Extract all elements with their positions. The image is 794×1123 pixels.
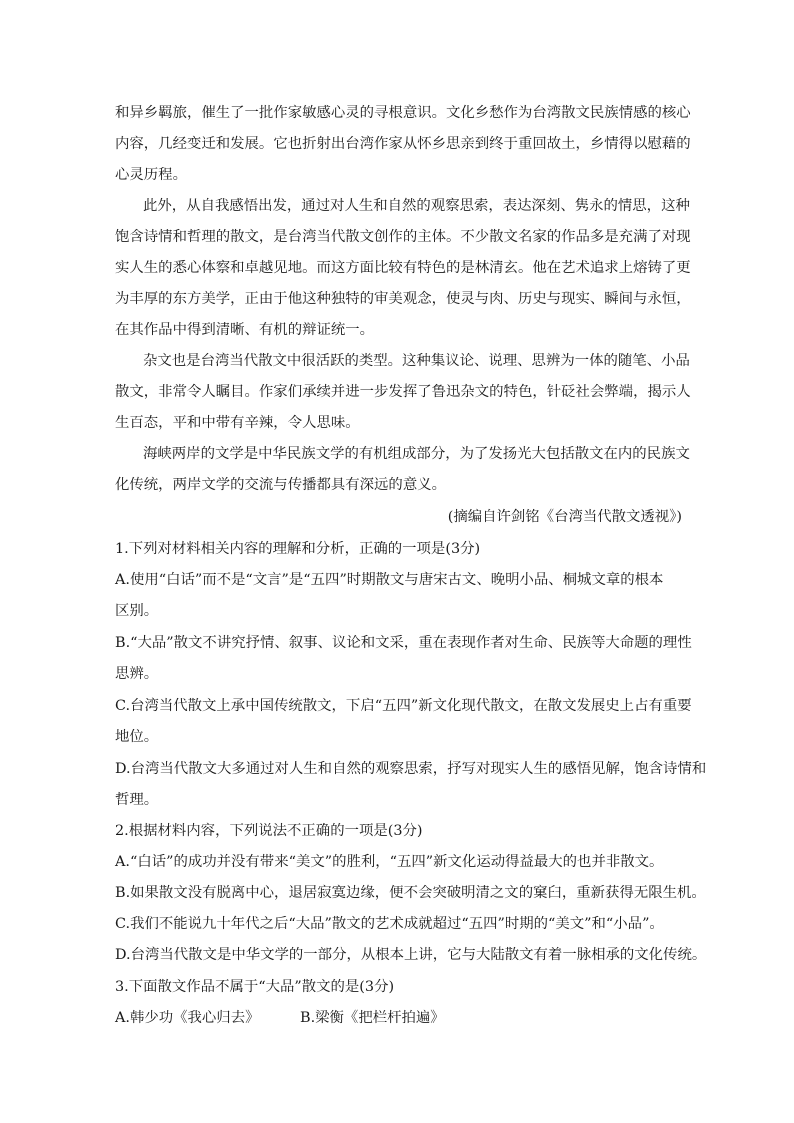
question-1-option-c: C.台湾当代散文上承中国传统散文，下启“五四”新文化现代散文，在散文发展史上占有重要 <box>115 698 692 714</box>
paragraph-3-line-2: 散文，非常令人瞩目。作家们承续并进一步发挥了鲁迅杂文的特色，针砭社会弊端，揭示人 <box>115 384 691 400</box>
question-1-option-b: B.“大品”散文不讲究抒情、叙事、议论和文采，重在表现作者对生命、民族等大命题的理性 <box>115 635 692 651</box>
question-1-stem: 1.下列对材料相关内容的理解和分析，正确的一项是(3分) <box>115 541 481 557</box>
question-1-option-d: D.台湾当代散文大多通过对人生和自然的观察思索，抒写对现实人生的感悟见解，饱含诗情和 <box>115 761 707 777</box>
question-1-option-b-cont: 思辨。 <box>115 666 159 682</box>
paragraph-4-line-2: 化传统，两岸文学的交流与传播都具有深远的意义。 <box>115 477 446 493</box>
paragraph-3-line-1: 杂文也是台湾当代散文中很活跃的类型。这种集议论、说理、思辨为一体的随笔、小品 <box>143 353 690 369</box>
question-2-option-a: A.“白话”的成功并没有带来“美文”的胜利，“五四”新文化运动得益最大的也并非散文。 <box>115 854 664 870</box>
question-2-stem: 2.根据材料内容，下列说法不正确的一项是(3分) <box>115 823 423 839</box>
question-2-option-c: C.我们不能说九十年代之后“大品”散文的艺术成就超过“五四”时期的“美文”和“小品”。 <box>115 916 664 932</box>
paragraph-2-line-5: 在其作品中得到清晰、有机的辩证统一。 <box>115 322 375 338</box>
question-2-option-d: D.台湾当代散文是中华文学的一部分，从根本上讲，它与大陆散文有着一脉相承的文化传统。 <box>115 947 707 963</box>
question-3-stem: 3.下面散文作品不属于“大品”散文的是(3分) <box>115 979 395 995</box>
paragraph-3-line-3: 生百态，平和中带有辛辣，令人思味。 <box>115 415 360 431</box>
question-3-option-b: B.梁衡《把栏杆拍遍》 <box>300 1010 445 1026</box>
paragraph-1-line-2: 内容，几经变迁和发展。它也折射出台湾作家从怀乡思亲到终于重回故土，乡情得以慰藉的 <box>115 136 691 152</box>
paragraph-1-line-1: 和异乡羁旅，催生了一批作家敏感心灵的寻根意识。文化乡愁作为台湾散文民族情感的核心 <box>115 105 691 121</box>
paragraph-2-line-2: 饱含诗情和哲理的散文，是台湾当代散文创作的主体。不少散文名家的作品多是充满了对现 <box>115 229 691 245</box>
paragraph-1-line-3: 心灵历程。 <box>115 167 187 183</box>
question-1-option-a-cont: 区别。 <box>115 603 159 619</box>
paragraph-2-line-4: 为丰厚的东方美学，正由于他这种独特的审美观念，使灵与肉、历史与现实、瞬间与永恒， <box>115 291 691 307</box>
question-2-option-b: B.如果散文没有脱离中心，退居寂寞边缘，便不会突破明清之文的窠臼，重新获得无限生机。 <box>115 885 706 901</box>
question-1-option-d-cont: 哲理。 <box>115 792 159 808</box>
question-1-option-a: A.使用“白话”而不是“文言”是“五四”时期散文与唐宋古文、晚明小品、桐城文章的根本 <box>115 572 664 588</box>
question-3-option-a: A.韩少功《我心归去》 <box>115 1010 260 1026</box>
paragraph-2-line-3: 实人生的悉心体察和卓越见地。而这方面比较有特色的是林清玄。他在艺术追求上熔铸了更 <box>115 260 691 276</box>
paragraph-2-line-1: 此外，从自我感悟出发，通过对人生和自然的观察思索，表达深刻、隽永的情思，这种 <box>143 198 690 214</box>
question-1-option-c-cont: 地位。 <box>115 729 159 745</box>
paragraph-4-line-1: 海峡两岸的文学是中华民族文学的有机组成部分，为了发扬光大包括散文在内的民族文 <box>143 446 690 462</box>
source-citation: (摘编自许剑铭《台湾当代散文透视》) <box>447 509 682 525</box>
